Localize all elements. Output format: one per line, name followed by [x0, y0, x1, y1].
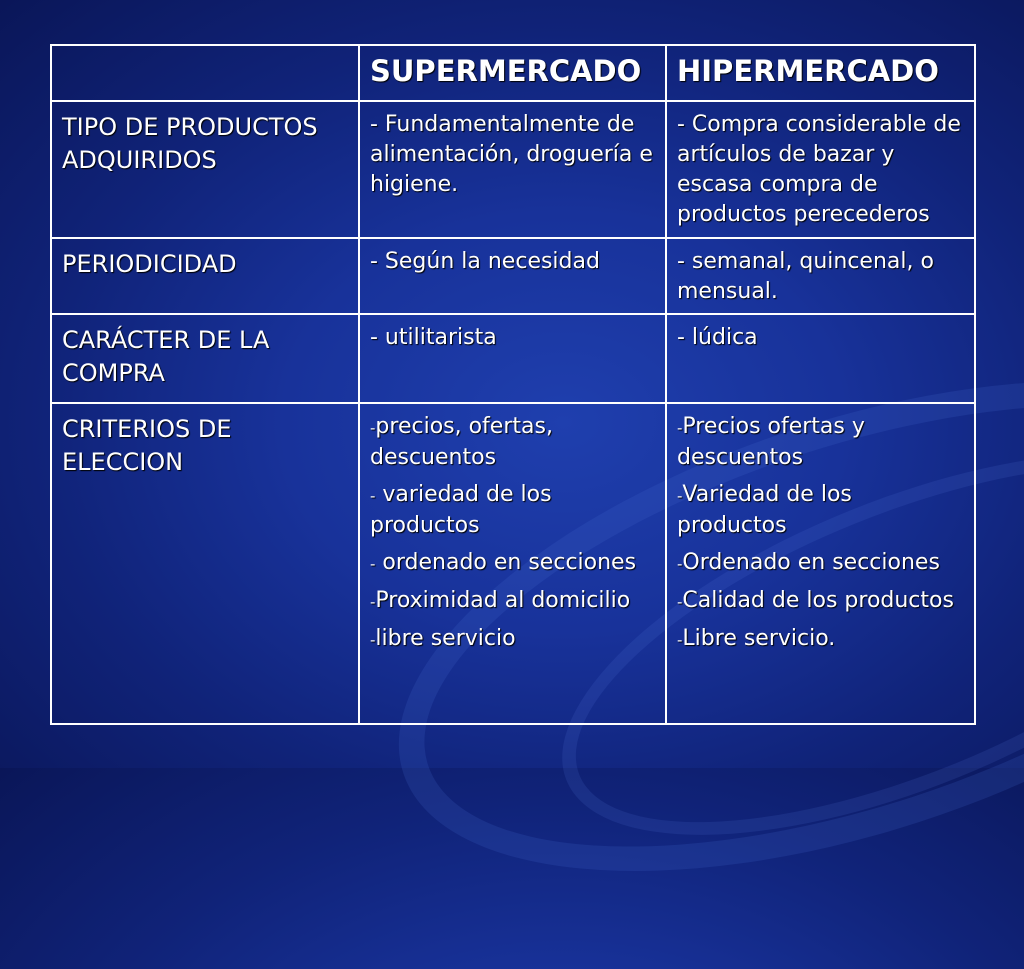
cell-supermercado-criterios: [359, 403, 666, 724]
row-label-periodicidad: PERIODICIDAD: [51, 238, 359, 314]
bullet-dash: -: [370, 631, 376, 649]
bullet-dash: -: [370, 593, 376, 611]
list-item-text: libre servicio: [375, 626, 516, 651]
list-item-text: precios, ofertas, descuentos: [370, 414, 553, 470]
cell-hipermercado-criterios: [666, 403, 975, 724]
list-item: [677, 586, 966, 617]
list-item: [370, 480, 657, 541]
header-row: [51, 45, 975, 101]
list-item: [370, 548, 657, 579]
list-item-text: Precios ofertas y descuentos: [677, 414, 865, 470]
bullet-dash: -: [677, 555, 683, 573]
hipermercado-criteria-list: [677, 412, 966, 655]
cell-supermercado-periodicidad: - Según la necesidad: [359, 238, 666, 314]
list-item-text: variedad de los productos: [370, 482, 552, 538]
list-item-text: Proximidad al domicilio: [375, 588, 631, 613]
supermercado-criteria-list: [370, 412, 657, 655]
bullet-dash: -: [370, 487, 376, 505]
list-item-text: Calidad de los productos: [682, 588, 954, 613]
list-item: [677, 624, 966, 655]
list-item-text: Ordenado en secciones: [682, 550, 940, 575]
table-row: [51, 101, 975, 238]
bullet-dash: -: [370, 555, 376, 573]
list-item: [370, 412, 657, 473]
bullet-dash: -: [370, 419, 376, 437]
bullet-dash: -: [677, 631, 683, 649]
row-label-tipo-productos: TIPO DE PRODUCTOS ADQUIRIDOS: [51, 101, 359, 238]
cell-supermercado-tipo: - Fundamentalmente de alimentación, droguería e higiene.: [359, 101, 666, 238]
list-item: [370, 586, 657, 617]
table-row: [51, 403, 975, 724]
header-hipermercado: HIPERMERCADO: [666, 45, 975, 101]
list-item: [677, 480, 966, 541]
cell-hipermercado-periodicidad: - semanal, quincenal, o mensual.: [666, 238, 975, 314]
list-item: [370, 624, 657, 655]
comparison-table: [50, 44, 976, 725]
header-supermercado: SUPERMERCADO: [359, 45, 666, 101]
row-label-caracter-compra: CARÁCTER DE LA COMPRA: [51, 314, 359, 403]
row-label-criterios-eleccion: CRITERIOS DE ELECCION: [51, 403, 359, 724]
table-row: [51, 314, 975, 403]
list-item-text: Variedad de los productos: [677, 482, 852, 538]
bullet-dash: -: [677, 419, 683, 437]
bullet-dash: -: [677, 487, 683, 505]
header-empty-cell: [51, 45, 359, 101]
cell-hipermercado-tipo: - Compra considerable de artículos de bazar y escasa compra de productos perecederos: [666, 101, 975, 238]
table-row: [51, 238, 975, 314]
list-item: [677, 412, 966, 473]
cell-supermercado-caracter: - utilitarista: [359, 314, 666, 403]
list-item-text: ordenado en secciones: [375, 550, 637, 575]
cell-hipermercado-caracter: - lúdica: [666, 314, 975, 403]
list-item: [677, 548, 966, 579]
list-item-text: Libre servicio.: [682, 626, 836, 651]
bullet-dash: -: [677, 593, 683, 611]
